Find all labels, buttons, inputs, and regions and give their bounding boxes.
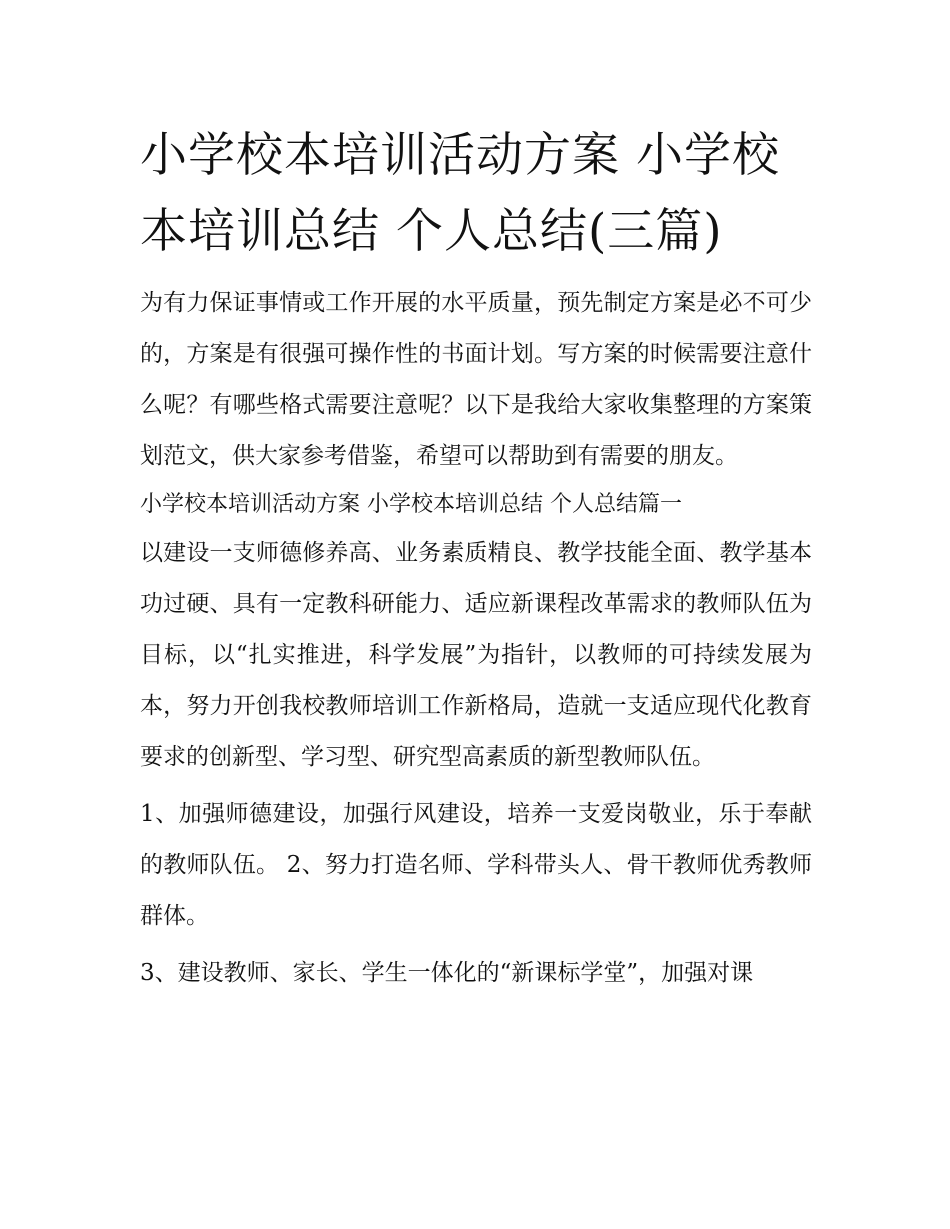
- list-item-3: 3、建设教师、家长、学生一体化的“新课标学堂”，加强对课: [140, 960, 754, 986]
- title-block: [140, 118, 812, 270]
- section-body-paragraph: 以建设一支师德修养高、业务素质精良、教学技能全面、教学基本功过硬、具有一定教科研能力、适应新课程改革需求的教师队伍为目标，以“扎实推进，科学发展”为指针，以教师的可持续发展为本，努力开创我校教师培训工作新格局，造就一支适应现代化教育要求的创新型、学习型、研究型高素质的新型教师队伍。: [140, 540, 812, 770]
- intro-paragraph: 为有力保证事情或工作开展的水平质量，预先制定方案是必不可少的，方案是有很强可操作性的书面计划。写方案的时候需要注意什么呢？有哪些格式需要注意呢？以下是我给大家收集整理的方案策划范文，供大家参考借鉴，希望可以帮助到有需要的朋友。: [140, 290, 812, 469]
- section-heading: 小学校本培训活动方案 小学校本培训总结 个人总结篇一: [140, 492, 682, 517]
- document-title: 小学校本培训活动方案 小学校本培训总结 个人总结(三篇): [140, 128, 780, 259]
- list-item-1-2: 1、加强师德建设，加强行风建设，培养一支爱岗敬业，乐于奉献的教师队伍。 2、努力打造名师、学科带头人、骨干教师优秀教师群体。: [140, 801, 812, 929]
- document-body: [140, 118, 812, 999]
